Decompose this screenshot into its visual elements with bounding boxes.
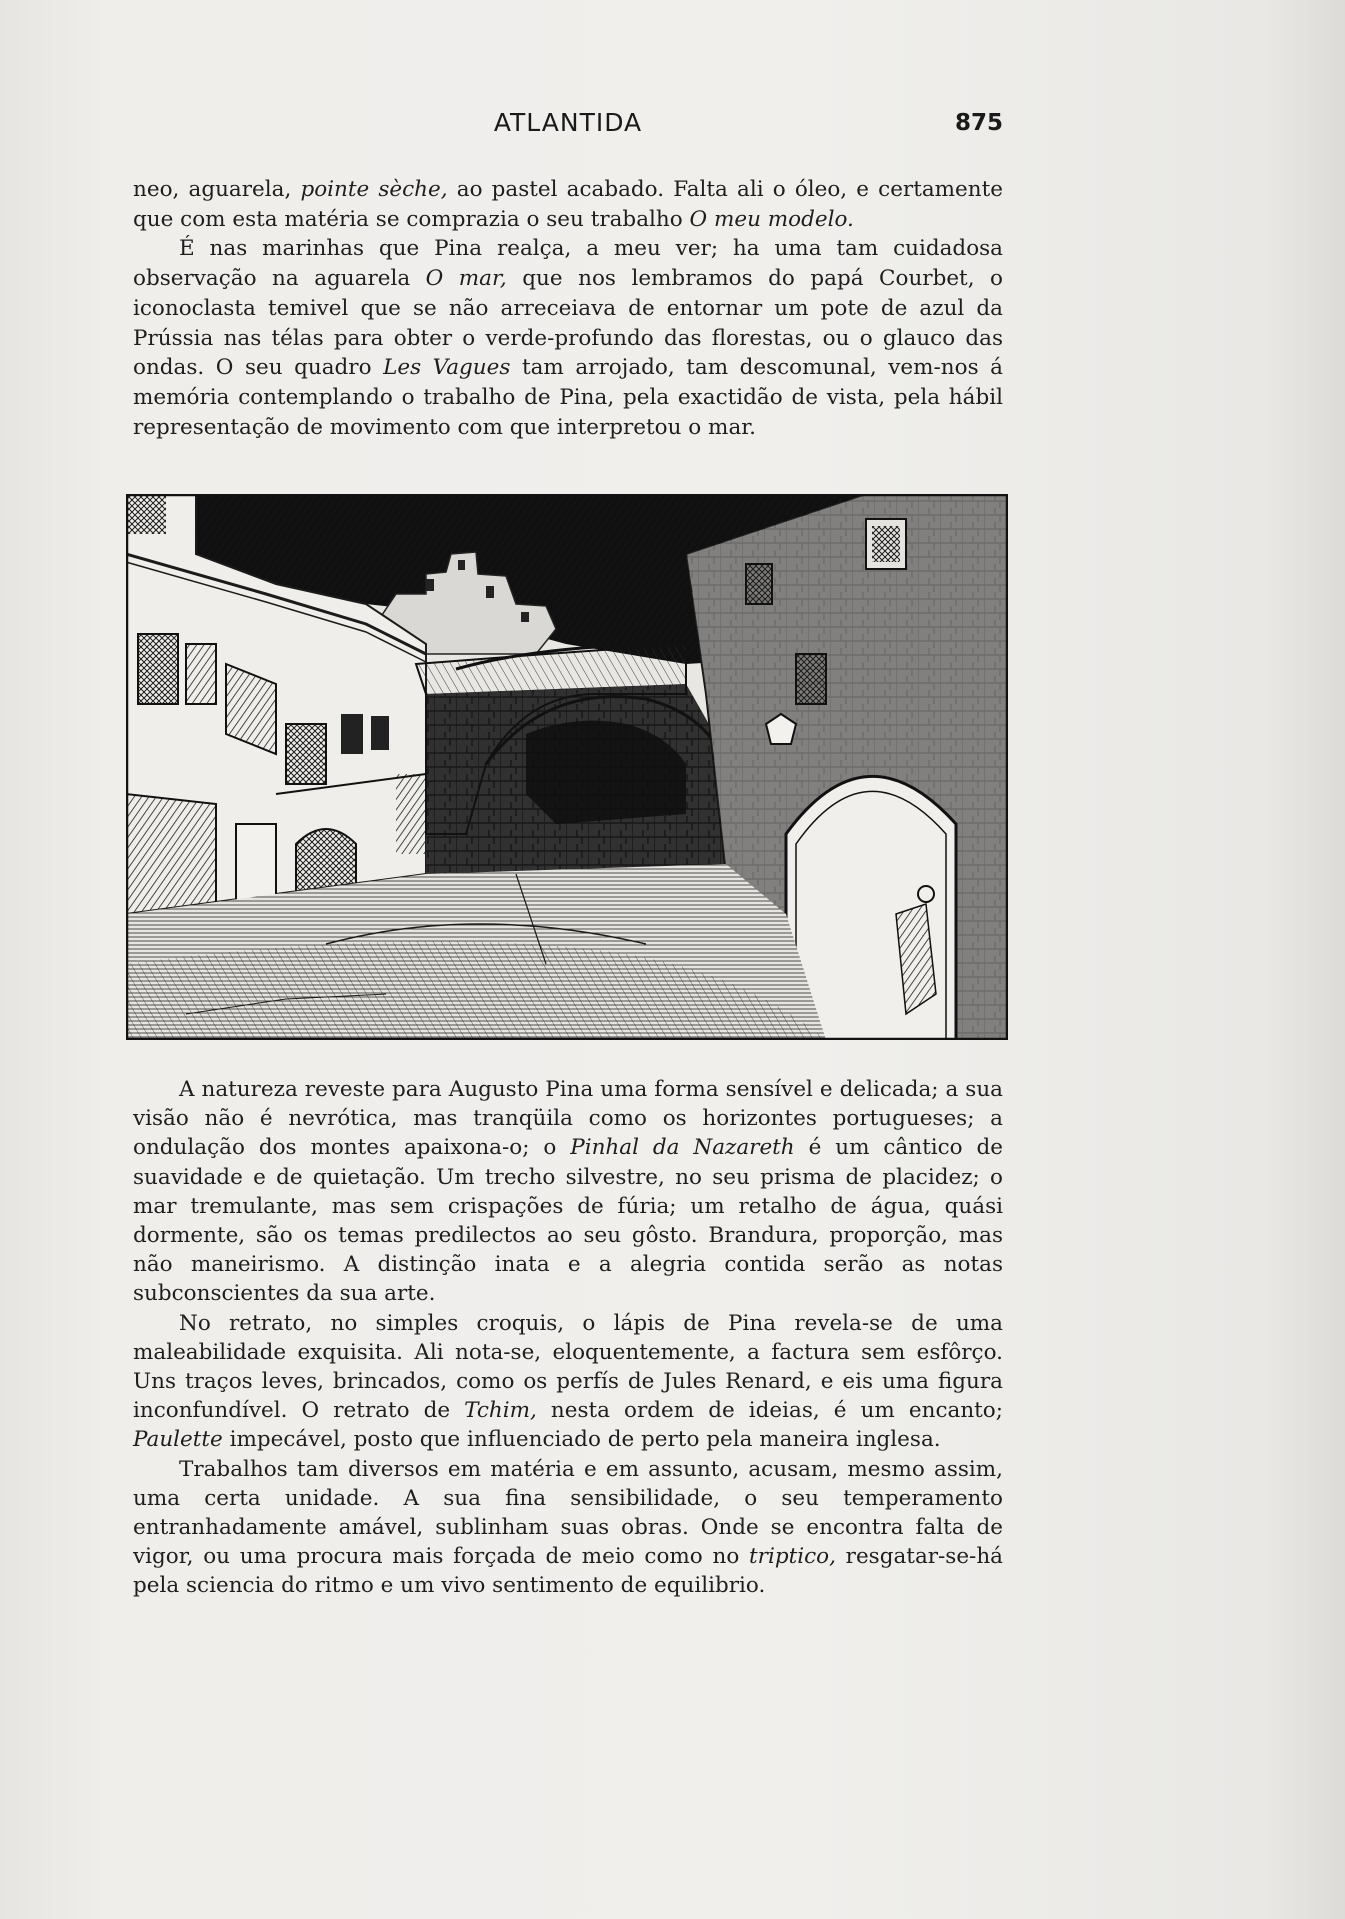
street-illustration xyxy=(126,494,1008,1040)
paragraph xyxy=(133,234,1003,442)
text-run: que nos lembramos do papá Courbet, o iconoclasta temivel que se não arreceiava de entornar um pote de azul da Prússia nas télas para obter o verde-profundo das florestas, ou o glauco das ondas. O seu quadro xyxy=(133,266,1003,381)
text-run: ao pastel acabado. Falta ali o óleo, e certamente que com esta matéria se comprazia o seu trabalho xyxy=(133,177,1003,232)
italic-title: pointe sèche, xyxy=(300,177,448,202)
page-header xyxy=(133,108,1003,144)
text-run: No retrato, no simples croquis, o lápis de Pina revela-se de uma maleabilidade exquisita. Ali nota-se, eloquentemente, a factura sem esfôrço. Uns traços leves, brincados, como os perfís de Jules Renard, e eis uma figura inconfundível. O retrato de xyxy=(133,1310,1003,1424)
text-run: é um cântico de suavidade e de quietação. Um trecho silvestre, no seu prisma de placidez; o mar tremulante, mas sem crispações de fúria; um retalho de água, quási dormente, são os temas predilectos ao seu gôsto. Brandura, proporção, mas não maneirismo. A distinção inata e a alegria contida serão as notas subconscientes da sua arte. xyxy=(133,1135,1003,1307)
text-run: Trabalhos tam diversos em matéria e em assunto, acusam, mesmo assim, uma certa unidade. A sua fina sensibilidade, o seu temperamento entranhadamente amável, sublinham suas obras. Onde se encontra falta de vigor, ou uma procura mais forçada de meio como no xyxy=(133,1456,1003,1570)
text-block-bottom xyxy=(133,1075,1003,1601)
italic-title: Les Vagues xyxy=(383,355,511,381)
italic-title: Paulette xyxy=(133,1427,223,1453)
page-number: 875 xyxy=(954,110,1003,136)
italic-title: Tchim, xyxy=(464,1398,537,1424)
text-run: A natureza reveste para Augusto Pina uma forma sensível e delicada; a sua visão não é nevrótica, mas tranqüila como os horizontes portugueses; a ondulação dos montes apaixona-o; o xyxy=(133,1077,1003,1161)
running-title: ATLANTIDA xyxy=(493,108,643,137)
italic-title: O mar, xyxy=(425,266,507,292)
italic-title: triptico, xyxy=(749,1544,836,1570)
text-run: resgatar-se-há pela sciencia do ritmo e um vivo sentimento de equilibrio. xyxy=(133,1544,1003,1599)
italic-title: Pinhal da Nazareth xyxy=(570,1135,795,1161)
text-run: nesta ordem de ideias, é um encanto; xyxy=(536,1398,1003,1424)
text-run: tam arrojado, tam descomunal, vem-nos á memória contemplando o trabalho de Pina, pela exactidão de vista, pela hábil representação de movimento com que interpretou o mar. xyxy=(133,355,1003,440)
paragraph xyxy=(133,1455,1003,1601)
italic-title: O meu modelo. xyxy=(689,206,854,232)
paragraph xyxy=(133,175,1003,234)
paragraph xyxy=(133,1075,1003,1309)
text-block-top xyxy=(133,175,1003,442)
paragraph xyxy=(133,1309,1003,1455)
text-run: neo, aguarela, xyxy=(133,177,301,202)
text-run: É nas marinhas que Pina realça, a meu ver; ha uma tam cuidadosa observação na aguarela xyxy=(133,236,1003,292)
text-run: impecável, posto que influenciado de perto pela maneira inglesa. xyxy=(222,1427,941,1453)
